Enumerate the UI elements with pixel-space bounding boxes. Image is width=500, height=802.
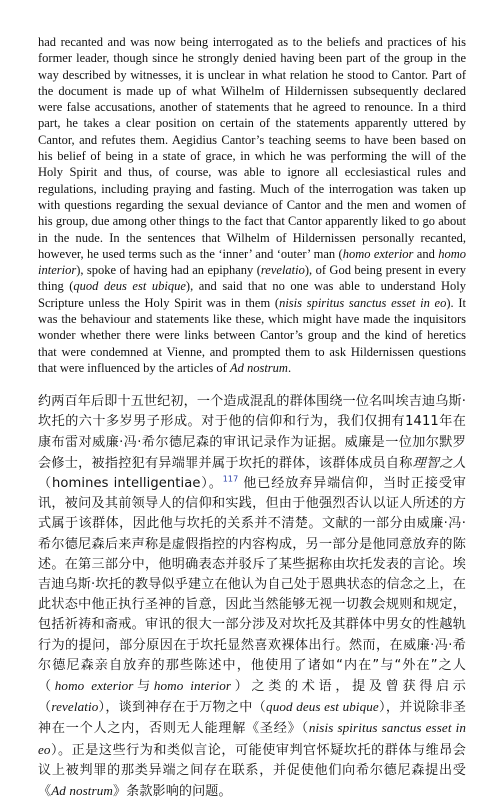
latin-term: nisis spiritus sanctus esset in eo (279, 295, 447, 310)
text-run: ），谈到神存在于万物之中（ (98, 700, 267, 716)
text-run: 约两百年后即十五世纪初，一个造成混乱的群体围绕一位名叫埃吉迪乌斯·坎托的六十多岁男子形成。对于他的信仰和行为，我们仅拥有1411年在康布雷对威廉·冯·希尔德尼森的审讯记录作为证据。威廉是一位加尔默罗会修士，被指控犯有异端罪并属于坎托的群体，该群体成员自称 (38, 394, 466, 471)
latin-term: nisis spiritus sanctus esset in eo (38, 720, 467, 757)
chinese-paragraph (38, 392, 466, 802)
text-run: 》条款影响的问题。 (112, 784, 232, 800)
text-run: ），并说除非圣神在一个人之内，否则无人能理解《圣经》（ (38, 700, 466, 737)
text-run: 与 (133, 679, 154, 695)
latin-term: homo exterior (54, 678, 134, 694)
text-run: 他已经放弃异端信仰，当时正接受审讯，被问及其前领导人的信仰和实践，但由于他强烈否认以证人所述的方式属于该群体，因此他与坎托的关系并不清楚。文献的一部分由威廉·冯·希尔德尼森后来声称是虚假指控的内容构成，另一部分是他同意放弃的陈述。在第三部分中，他明确表态并驳斥了某些据称由坎托发表的言论。埃吉迪乌斯·坎托的教导似乎建立在他认为自己处于恩典状态的信念之上，在此状态中他正执行圣神的旨意，因此当然能够无视一切教会规则和规定，包括祈祷和斋戒。审讯的很大一部分涉及对坎托及其群体中男女的性越轨行为的提问，部分原因在于坎托显然喜欢裸体出行。然而，在威廉·冯·希尔德尼森亲自放弃的那些陈述中，他使用了诸如“内在”与“外在”之人（ (38, 476, 466, 695)
text-run: had recanted and was now being interrogated as to the beliefs and practices of his former leader, though since he strongly denied having been part of the group in the way described by witnesses, it is unclear in what relation he stood to Cantor. Part of the document is made up of what Wilhelm of Hildernissen subsequently declared were false accusations, another of statements that he agreed to renounce. In a third part, he takes a clear position on certain of the statements apparently uttered by Cantor, and refutes them. Aegidius Cantor’s teaching seems to have been based on his belief of being in a state of grace, in which he was performing the will of the Holy Spirit and thus, of course, was able to ignore all ecclesiastical rules and regulations, including praying and fasting. Much of the interrogation was taken up with questions regarding the sexual deviance of Cantor and the men and women of his group, due among other things to the fact that Cantor apparently liked to go about in the nude. In the sentences that Wilhelm of Hildernissen personally recanted, however, he used terms such as the ‘inner’ and ‘outer’ man ( (38, 35, 466, 261)
latin-term: Ad nostrum (51, 783, 113, 799)
latin-term: homo interior (38, 246, 466, 278)
text-run: . (287, 360, 292, 375)
text-run: ）。正是这些行为和类似言论，可能使审判官怀疑坎托的群体与维昂会议上被判罪的那类异端之间存在联系，并促使他们向希尔德尼森提出受《 (38, 742, 466, 800)
italic-term: 理智之人 (412, 454, 466, 470)
text-run: （homines intelligentiae）。 (38, 476, 223, 492)
text-run: ), of God being present in every thing ( (38, 263, 467, 294)
latin-term: homo exterior (342, 246, 414, 261)
latin-term: homo interior (153, 678, 232, 694)
latin-term: revelatio (51, 699, 99, 715)
text-run: ）之类的术语，提及曾获得启示（ (38, 679, 466, 716)
latin-term: quod deus est ubique (266, 699, 379, 715)
footnote-ref-link[interactable]: 117 (222, 474, 239, 484)
latin-term: quod deus est ubique (73, 279, 186, 294)
english-paragraph (38, 34, 466, 376)
latin-term: Ad nostrum (229, 360, 288, 375)
text-run: ), spoke of having had an epiphany ( (76, 263, 261, 278)
document-page (38, 34, 466, 802)
text-run: ), and said that no one was able to understand Holy Scripture unless the Holy Spirit was in them ( (38, 279, 467, 310)
text-run: ). It was the behaviour and statements like these, which might have made the inquisitors wonder whether there were links between Cantor’s group and the kind of heretics that were condemned at Vienne, and prompted them to ask Hildernissen questions that were influenced by the articles of (38, 295, 466, 375)
latin-term: revelatio (260, 263, 305, 278)
text-run: and (413, 246, 439, 261)
